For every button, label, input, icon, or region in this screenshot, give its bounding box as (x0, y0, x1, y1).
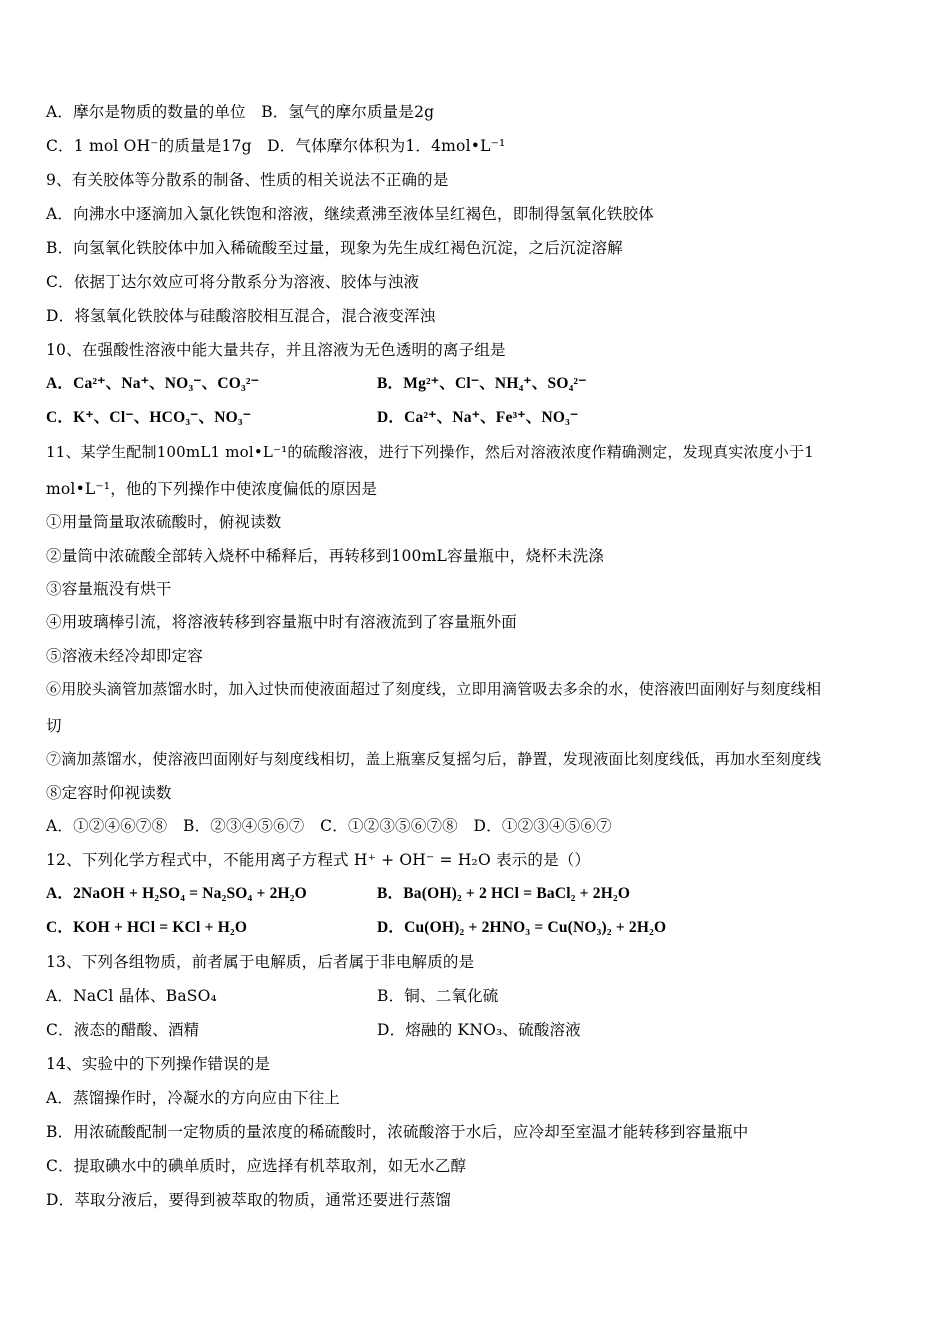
q13-option-d: D．熔融的 KNO₃、硫酸溶液 (377, 1021, 581, 1039)
q11-statement-6b: 切 (46, 717, 62, 735)
q12-option-b: B．Ba(OH)₂ + 2 HCl = BaCl₂ + 2H₂O (377, 885, 631, 902)
q13-option-a: A．NaCl 晶体、BaSO₄ (46, 987, 217, 1005)
q9-option-d: D．将氢氧化铁胶体与硅酸溶胶相互混合，混合液变浑浊 (46, 307, 436, 325)
q10-option-b: B．Mg²⁺、Cl⁻、NH₄⁺、SO₄²⁻ (377, 375, 587, 392)
q10-option-a: A．Ca²⁺、Na⁺、NO₃⁻、CO₃²⁻ (46, 375, 260, 392)
q14-stem: 14、实验中的下列操作错误的是 (46, 1055, 271, 1073)
q8-options-row2 (46, 136, 505, 156)
q11-statement-3: ③容量瓶没有烘干 (46, 580, 172, 598)
q14-option-c: C．提取碘水中的碘单质时，应选择有机萃取剂，如无水乙醇 (46, 1157, 467, 1175)
q12-option-c: C．KOH + HCl = KCl + H₂O (46, 919, 248, 936)
q9-option-c: C．依据丁达尔效应可将分散系分为溶液、胶体与浊液 (46, 273, 420, 291)
q12-option-d: D．Cu(OH)₂ + 2HNO₃ = Cu(NO₃)₂ + 2H₂O (377, 919, 667, 936)
q10-stem: 10、在强酸性溶液中能大量共存，并且溶液为无色透明的离子组是 (46, 341, 506, 359)
q11-statement-2: ②量筒中浓硫酸全部转入烧杯中稀释后，再转移到100mL容量瓶中，烧杯未洗涤 (46, 547, 604, 565)
q10-option-c: C．K⁺、Cl⁻、HCO₃⁻、NO₃⁻ (46, 409, 252, 426)
q11-statement-4: ④用玻璃棒引流，将溶液转移到容量瓶中时有溶液流到了容量瓶外面 (46, 613, 518, 631)
q11-stem-line1: 11、某学生配制100mL1 mol•L⁻¹的硫酸溶液，进行下列操作，然后对溶液浓度作精确测定，发现真实浓度小于1 (46, 443, 814, 461)
q11-statement-8: ⑧定容时仰视读数 (46, 784, 172, 802)
q8-option-d: D．气体摩尔体积为1．4mol•L⁻¹ (267, 137, 506, 155)
q14-option-a: A．蒸馏操作时，冷凝水的方向应由下往上 (46, 1089, 340, 1107)
q13-option-b: B．铜、二氧化硫 (377, 987, 499, 1005)
q11-stem-line2: mol•L⁻¹，他的下列操作中使浓度偏低的原因是 (46, 480, 378, 498)
q8-options-row1 (46, 102, 434, 122)
q13-stem: 13、下列各组物质，前者属于电解质，后者属于非电解质的是 (46, 953, 475, 971)
q9-stem: 9、有关胶体等分散系的制备、性质的相关说法不正确的是 (46, 171, 449, 189)
q9-option-b: B．向氢氧化铁胶体中加入稀硫酸至过量，现象为先生成红褐色沉淀，之后沉淀溶解 (46, 239, 623, 257)
q10-option-d: D．Ca²⁺、Na⁺、Fe³⁺、NO₃⁻ (377, 409, 579, 426)
q9-option-a: A．向沸水中逐滴加入氯化铁饱和溶液，继续煮沸至液体呈红褐色，即制得氢氧化铁胶体 (46, 205, 654, 223)
q14-option-b: B．用浓硫酸配制一定物质的量浓度的稀硫酸时，浓硫酸溶于水后，应冷却至室温才能转移到容量瓶中 (46, 1123, 749, 1141)
q11-statement-5: ⑤溶液未经冷却即定容 (46, 647, 204, 665)
q13-option-c: C．液态的醋酸、酒精 (46, 1021, 200, 1039)
q14-option-d: D．萃取分液后，要得到被萃取的物质，通常还要进行蒸馏 (46, 1191, 452, 1209)
q11-statement-6a: ⑥用胶头滴管加蒸馏水时，加入过快而使液面超过了刻度线，立即用滴管吸去多余的水，使溶液凹面刚好与刻度线相 (46, 680, 822, 698)
q11-statement-7: ⑦滴加蒸馏水，使溶液凹面刚好与刻度线相切，盖上瓶塞反复摇匀后，静置，发现液面比刻度线低，再加水至刻度线 (46, 750, 822, 768)
q8-option-a: A．摩尔是物质的数量的单位 (46, 103, 246, 121)
q12-stem: 12、下列化学方程式中，不能用离子方程式 H⁺ + OH⁻ = H₂O 表示的是（） (46, 851, 591, 869)
q12-option-a: A．2NaOH + H₂SO₄ = Na₂SO₄ + 2H₂O (46, 885, 307, 902)
q8-option-c: C．1 mol OH⁻的质量是17g (46, 137, 252, 155)
q8-option-b: B．氢气的摩尔质量是2g (261, 103, 435, 121)
q11-options: A．①②④⑥⑦⑧ B．②③④⑤⑥⑦ C．①②③⑤⑥⑦⑧ D．①②③④⑤⑥⑦ (46, 817, 612, 835)
q11-statement-1: ①用量筒量取浓硫酸时，俯视读数 (46, 513, 282, 531)
